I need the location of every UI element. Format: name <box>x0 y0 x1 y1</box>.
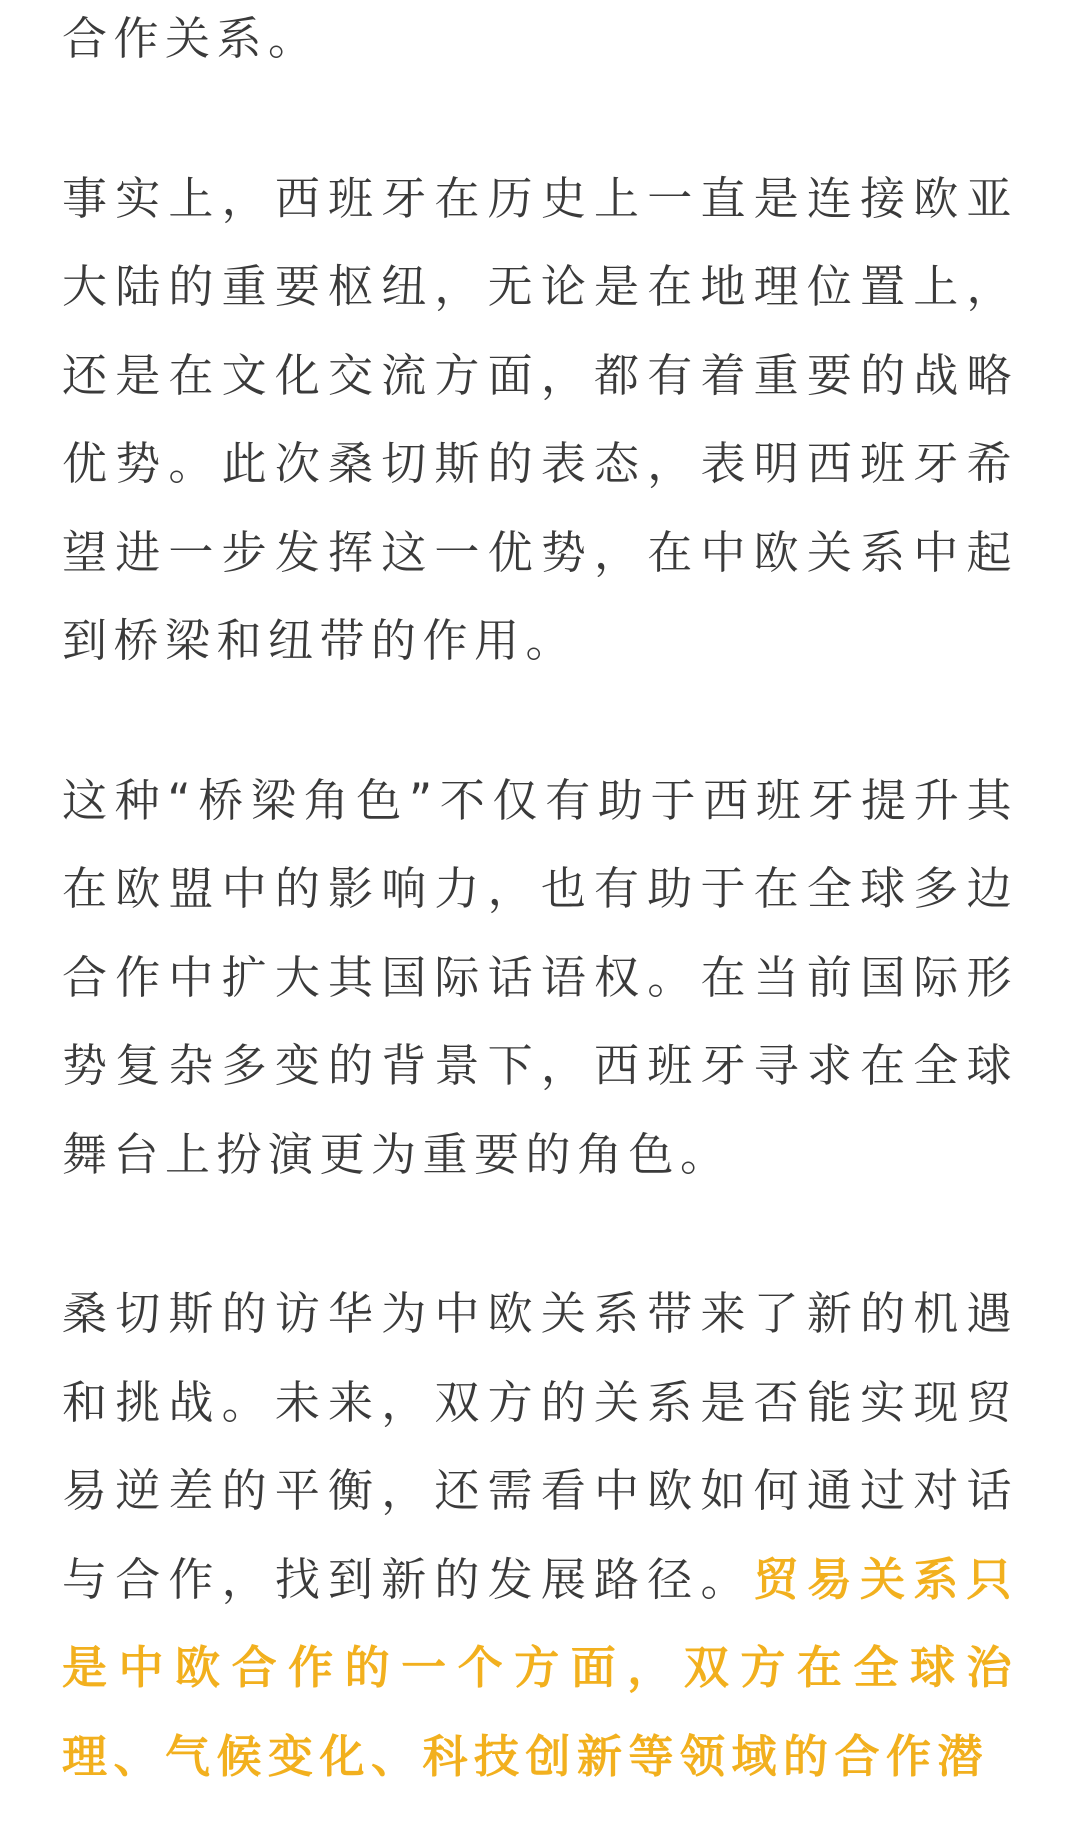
paragraph-4-text: 桑切斯的访华为中欧关系带来了新的机遇和挑战。未来，双方的关系是否能实现贸易逆差的平衡，还需看中欧如何通过对话与合作，找到新的发展路径。 <box>62 1287 1018 1606</box>
paragraph-1-text: 合作关系。 <box>62 12 320 65</box>
paragraph-3 <box>62 757 1018 1200</box>
paragraph-3-text: 这种“桥梁角色”不仅有助于西班牙提升其在欧盟中的影响力，也有助于在全球多边合作中扩大其国际话语权。在当前国际形势复杂多变的背景下，西班牙寻求在全球舞台上扮演更为重要的角色。 <box>62 773 1018 1181</box>
highlighted-text: 贸易关系只是中欧合作的一个方面，双方在全球治理、气候变化、科技创新等领域的合作潜 <box>62 1552 1018 1783</box>
paragraph-1 <box>62 0 1018 84</box>
paragraph-4 <box>62 1270 1018 1801</box>
paragraph-2 <box>62 155 1018 686</box>
paragraph-2-text: 事实上，西班牙在历史上一直是连接欧亚大陆的重要枢纽，无论是在地理位置上，还是在文化交流方面，都有着重要的战略优势。此次桑切斯的表态，表明西班牙希望进一步发挥这一优势，在中欧关系中起到桥梁和纽带的作用。 <box>62 171 1018 667</box>
